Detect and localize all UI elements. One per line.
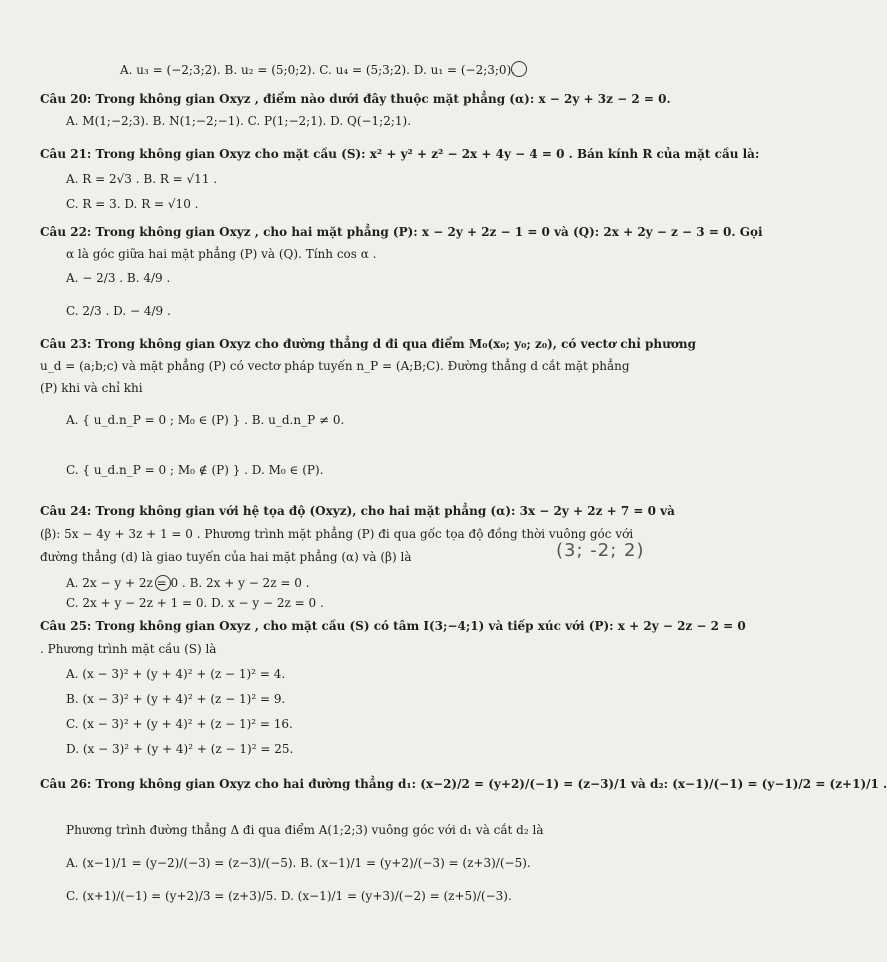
- q24-options-cd: C. 2x + y − 2z + 1 = 0. D. x − y − 2z = 0 .: [66, 596, 324, 610]
- q26-stem-cont: Phương trình đường thẳng Δ đi qua điểm A(1;2;3) vuông góc với d₁ và cắt d₂ là: [66, 823, 544, 837]
- q25-stem-cont: . Phương trình mặt cầu (S) là: [40, 642, 217, 656]
- q21-options-ab: A. R = 2√3 . B. R = √11 .: [66, 172, 218, 186]
- q22-options-ab: A. − 2/3 . B. 4/9 .: [66, 271, 171, 285]
- q20-stem: Câu 20: Trong không gian Oxyz , điểm nào dưới đây thuộc mặt phẳng (α): x − 2y + 3z − 2 = 0.: [40, 92, 671, 106]
- q25-option-d: D. (x − 3)² + (y + 4)² + (z − 1)² = 25.: [66, 742, 294, 756]
- q25-stem: Câu 25: Trong không gian Oxyz , cho mặt cầu (S) có tâm I(3;−4;1) và tiếp xúc với (P): x + 2y − 2z − 2 = 0: [40, 619, 746, 633]
- q24-stem-cont: (β): 5x − 4y + 3z + 1 = 0 . Phương trình mặt phẳng (P) đi qua gốc tọa độ đồng thời vuông góc với: [40, 527, 634, 541]
- q21-stem: Câu 21: Trong không gian Oxyz cho mặt cầu (S): x² + y² + z² − 2x + 4y − 4 = 0 . Bán kính R của mặt cầu là:: [40, 147, 760, 161]
- answer-circle-mark: [155, 575, 171, 591]
- handwritten-note: (3; -2; 2): [556, 540, 645, 561]
- q23-options-ab: A. { u_d.n_P = 0 ; M₀ ∈ (P) } . B. u_d.n_P ≠ 0.: [66, 413, 345, 427]
- q24-stem: Câu 24: Trong không gian với hệ tọa độ (Oxyz), cho hai mặt phẳng (α): 3x − 2y + 2z + 7 = 0 và: [40, 504, 675, 518]
- q19-options: A. u₃ = (−2;3;2). B. u₂ = (5;0;2). C. u₄ = (5;3;2). D. u₁ = (−2;3;0).: [120, 63, 516, 77]
- q25-option-c: C. (x − 3)² + (y + 4)² + (z − 1)² = 16.: [66, 717, 293, 731]
- q26-options-cd: C. (x+1)/(−1) = (y+2)/3 = (z+3)/5. D. (x−1)/1 = (y+3)/(−2) = (z+5)/(−3).: [66, 889, 512, 903]
- q22-stem: Câu 22: Trong không gian Oxyz , cho hai mặt phẳng (P): x − 2y + 2z − 1 = 0 và (Q): 2x + 2y − z − 3 = 0. Gọi: [40, 225, 763, 239]
- q22-stem-cont: α là góc giữa hai mặt phẳng (P) và (Q). Tính cos α .: [66, 247, 377, 261]
- q26-options-ab: A. (x−1)/1 = (y−2)/(−3) = (z−3)/(−5). B. (x−1)/1 = (y+2)/(−3) = (z+3)/(−5).: [66, 856, 531, 870]
- q23-stem: Câu 23: Trong không gian Oxyz cho đường thẳng d đi qua điểm M₀(x₀; y₀; z₀), có vectơ chỉ phương: [40, 337, 696, 351]
- q23-stem-cont2: (P) khi và chỉ khi: [40, 381, 143, 395]
- q22-options-cd: C. 2/3 . D. − 4/9 .: [66, 304, 171, 318]
- q23-options-cd: C. { u_d.n_P = 0 ; M₀ ∉ (P) } . D. M₀ ∈ (P).: [66, 463, 324, 477]
- q25-option-b: B. (x − 3)² + (y + 4)² + (z − 1)² = 9.: [66, 692, 286, 706]
- q23-stem-cont: u_d = (a;b;c) và mặt phẳng (P) có vectơ pháp tuyến n_P = (A;B;C). Đường thẳng d cắt mặt phẳng: [40, 359, 630, 373]
- q21-options-cd: C. R = 3. D. R = √10 .: [66, 197, 199, 211]
- q24-stem-cont2: đường thẳng (d) là giao tuyến của hai mặt phẳng (α) và (β) là: [40, 550, 412, 564]
- q24-options-ab: A. 2x − y + 2z = 0 . B. 2x + y − 2z = 0 .: [66, 576, 310, 590]
- answer-circle-mark: [511, 61, 527, 77]
- q20-options: A. M(1;−2;3). B. N(1;−2;−1). C. P(1;−2;1). D. Q(−1;2;1).: [66, 114, 412, 128]
- q26-stem: Câu 26: Trong không gian Oxyz cho hai đường thẳng d₁: (x−2)/2 = (y+2)/(−1) = (z−3)/1 và d₂: (x−1)/(−1) = (y−1)/2 = (z+1)/1 .: [40, 777, 887, 791]
- q25-option-a: A. (x − 3)² + (y + 4)² + (z − 1)² = 4.: [66, 667, 286, 681]
